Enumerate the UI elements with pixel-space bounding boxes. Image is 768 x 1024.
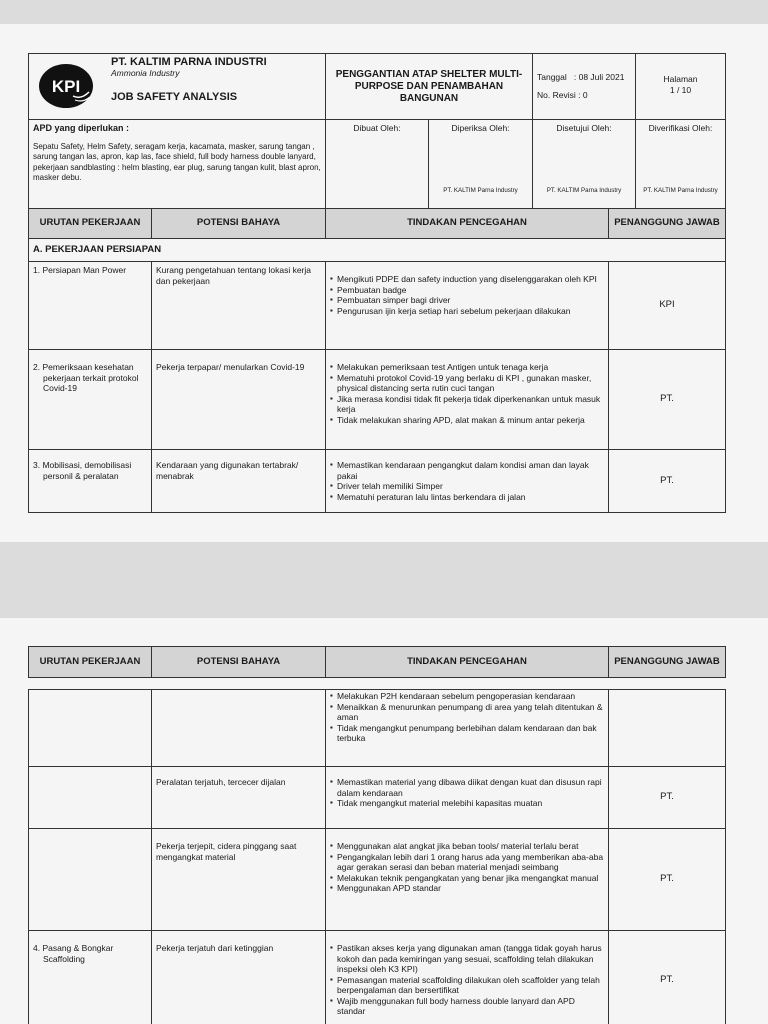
step-cell: 1. Persiapan Man Power <box>29 262 152 350</box>
column-header: TINDAKAN PENCEGAHAN <box>326 209 609 239</box>
company-block <box>29 54 326 120</box>
document-page-2 <box>0 618 768 1024</box>
jsa-table-page-2 <box>28 689 726 1024</box>
jsa-table-header-page-2 <box>28 646 726 678</box>
table-row <box>29 262 726 350</box>
responsible-cell: PT. <box>609 829 726 931</box>
company-name: PT. KALTIM PARNA INDUSTRI <box>111 56 267 68</box>
signature-checked: Diperiksa Oleh: PT. KALTIM Parna Industry <box>429 120 533 209</box>
table-row <box>29 829 726 931</box>
section-title: A. PEKERJAAN PERSIAPAN <box>29 239 726 262</box>
step-cell: 2. Pemeriksaan kesehatan pekerjaan terkait protokol Covid-19 <box>29 350 152 450</box>
step-cell: 4. Pasang & Bongkar Scaffolding <box>29 931 152 1024</box>
table-row <box>29 350 726 450</box>
step-cell <box>29 767 152 829</box>
hazard-cell <box>152 690 326 767</box>
column-header: POTENSI BAHAYA <box>152 209 326 239</box>
table-row <box>29 690 726 767</box>
action-cell: ▪ Memastikan material yang dibawa diikat dengan kuat dan disusun rapi dalam kendaraan ▪ Tidak mengangkut material melebihi kapasitas muatan <box>326 767 609 829</box>
column-header: PENANGGUNG JAWAB <box>609 209 726 239</box>
hazard-cell: Kendaraan yang digunakan tertabrak/ menabrak <box>152 450 326 513</box>
responsible-cell: PT. <box>609 767 726 829</box>
action-cell: ▪ Melakukan pemeriksaan test Antigen untuk tenaga kerja ▪ Mematuhi protokol Covid-19 yang berlaku di KPI , gunakan masker, physical distancing serta rutin cuci tangan ▪ Jika merasa kondisi tidak fit pekerja tidak diperkenankan untuk masuk kerja ▪ Tidak melakukan sharing APD, alat makan & minum antar pekerja <box>326 350 609 450</box>
responsible-cell: PT. <box>609 931 726 1024</box>
column-header: PENANGGUNG JAWAB <box>609 647 726 678</box>
apd-list: Sepatu Safety, Helm Safety, seragam kerja, kacamata, masker, sarung tangan , sarung tangan las, apron, kap las, face shield, full body harness double lanyard, pekerjaan sandblasting : helm blasting, ear plug, sarung tangan kulit, blast apron, masker debu. <box>33 141 321 182</box>
column-header: URUTAN PEKERJAAN <box>29 209 152 239</box>
hazard-cell: Pekerja terjatuh dari ketinggian <box>152 931 326 1024</box>
responsible-cell: KPI <box>609 262 726 350</box>
hazard-cell: Kurang pengetahuan tentang lokasi kerja dan pekerjaan <box>152 262 326 350</box>
section-row <box>29 239 726 262</box>
step-cell <box>29 829 152 931</box>
hazard-cell: Peralatan terjatuh, tercecer dijalan <box>152 767 326 829</box>
column-header: POTENSI BAHAYA <box>152 647 326 678</box>
responsible-cell: PT. <box>609 450 726 513</box>
date-revision-block: Tanggal : 08 Juli 2021 No. Revisi : 0 <box>533 54 636 120</box>
table-row <box>29 931 726 1024</box>
signature-created: Dibuat Oleh: <box>326 120 429 209</box>
doc-type: JOB SAFETY ANALYSIS <box>111 91 238 103</box>
responsible-cell: PT. <box>609 350 726 450</box>
jsa-table-page-1 <box>28 208 726 513</box>
signature-approved: Disetujui Oleh: PT. KALTIM Parna Industry <box>533 120 636 209</box>
column-header: TINDAKAN PENCEGAHAN <box>326 647 609 678</box>
apd-label: APD yang diperlukan : <box>33 123 130 133</box>
action-cell: ▪ Pastikan akses kerja yang digunakan aman (tangga tidak goyah harus kokoh dan pada kemiringan yang sesuai, scaffolding telah dilakukan inspeksi oleh K3 KPI) ▪ Pemasangan material scaffolding dilakukan oleh scaffolder yang telah berpengalaman dan bersertifikat ▪ Wajib menggunakan full body harness double lanyard dan APD standar <box>326 931 609 1024</box>
apd-signature-table <box>28 119 726 209</box>
signature-verified: Diverifikasi Oleh: PT. KALTIM Parna Industry <box>636 120 726 209</box>
company-division: Ammonia Industry <box>111 67 180 78</box>
responsible-cell <box>609 690 726 767</box>
table-header-row <box>29 209 726 239</box>
svg-text:KPI: KPI <box>51 77 81 96</box>
hazard-cell: Pekerja terjepit, cidera pinggang saat mengangkat material <box>152 829 326 931</box>
table-row <box>29 767 726 829</box>
action-cell: ▪ Melakukan P2H kendaraan sebelum pengoperasian kendaraan ▪ Menaikkan & menurunkan penumpang di area yang telah ditentukan & aman ▪ Tidak mengangkut penumpang berlebihan dalam kendaraan dan bak terbuka <box>326 690 609 767</box>
jsa-header-table <box>28 53 726 120</box>
step-cell: 3. Mobilisasi, demobilisasi personil & peralatan <box>29 450 152 513</box>
table-header-row <box>29 647 726 678</box>
kpi-logo-icon <box>37 62 95 110</box>
doc-title: PENGGANTIAN ATAP SHELTER MULTI-PURPOSE DAN PENAMBAHAN BANGUNAN <box>326 54 533 120</box>
action-cell: ▪ Menggunakan alat angkat jika beban tools/ material terlalu berat ▪ Pengangkalan lebih dari 1 orang harus ada yang memberikan aba-aba agar gerakan serasi dan beban material menjadi seimbang ▪ Melakukan teknik pengangkatan yang benar jika mengangkat manual ▪ Menggunakan APD standar <box>326 829 609 931</box>
page-number-block: Halaman 1 / 10 <box>636 54 726 120</box>
document-page-1 <box>0 24 768 542</box>
step-cell <box>29 690 152 767</box>
action-cell: ▪ Mengikuti PDPE dan safety induction yang diselenggarakan oleh KPI ▪ Pembuatan badge ▪ Pembuatan simper bagi driver ▪ Pengurusan ijin kerja setiap hari sebelum pekerjaan dilakukan <box>326 262 609 350</box>
apd-block <box>29 120 326 209</box>
table-row <box>29 450 726 513</box>
hazard-cell: Pekerja terpapar/ menularkan Covid-19 <box>152 350 326 450</box>
action-cell: ▪ Memastikan kendaraan pengangkut dalam kondisi aman dan layak pakai ▪ Driver telah memiliki Simper ▪ Mematuhi peraturan lalu lintas berkendara di jalan <box>326 450 609 513</box>
column-header: URUTAN PEKERJAAN <box>29 647 152 678</box>
